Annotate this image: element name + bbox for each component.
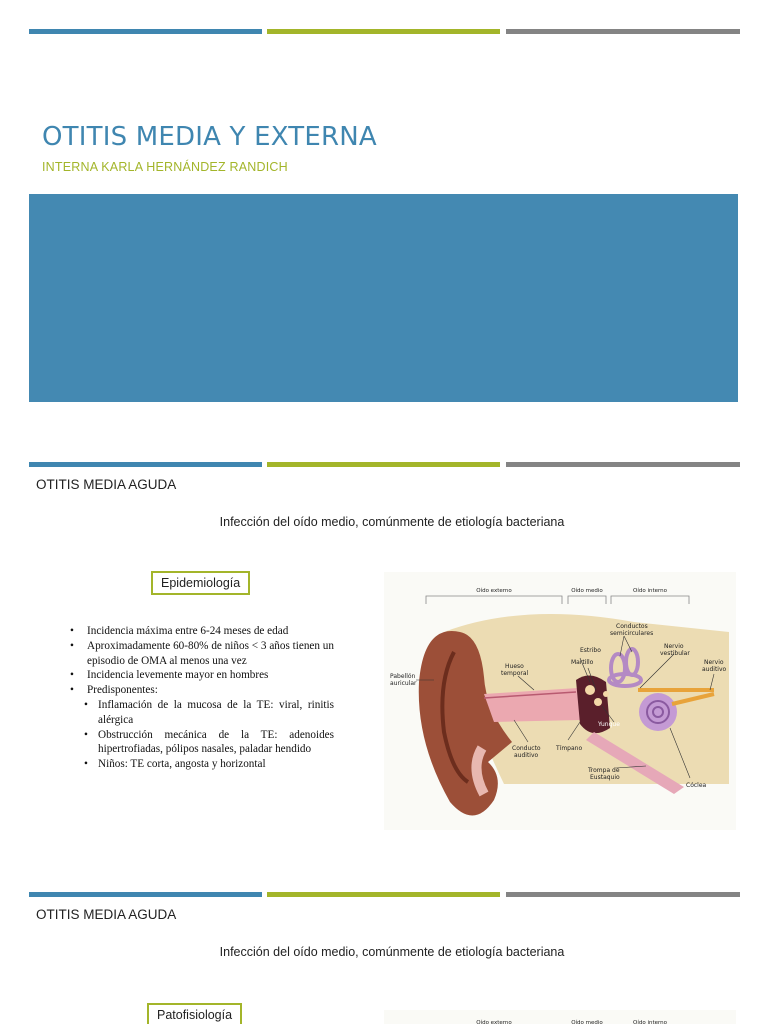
title-color-block [29,194,738,402]
list-item: • Incidencia levemente mayor en hombres [68,668,334,683]
label-pabellon-2: auricular [390,680,417,687]
accent-bar-gray [506,29,740,34]
cochlea-shape [639,693,677,731]
section-box-title: Epidemiología [151,571,250,595]
label-nervio-auditivo: Nervio [704,659,724,666]
ear-anatomy-figure [384,572,736,830]
label-coclea: Cóclea [686,782,707,789]
bracket-oido-medio [568,596,606,604]
label-yunque: Yunque [598,721,620,728]
ear-anatomy-figure [384,1010,736,1024]
sub-list-item: • Niños: TE corta, angosta y horizontal [82,757,334,772]
accent-bar-blue [29,462,262,467]
slide-heading: OTITIS MEDIA AGUDA [36,907,177,922]
accent-bars [29,29,740,34]
label-nervio-vestibular: Nervio [664,643,684,650]
slide-heading: OTITIS MEDIA AGUDA [36,477,177,492]
label-conductos-2: semicirculares [610,630,654,637]
label-trompa: Trompa de [588,767,620,774]
label-conducto-2: auditivo [514,752,539,759]
label-conductos: Conductos [616,623,648,630]
ossicle-martillo [585,685,595,695]
bracket-oido-interno [611,596,689,604]
bracket-oido-externo [426,596,562,604]
slide-definition: Infección del oído medio, comúnmente de etiología bacteriana [219,945,565,959]
ear-anatomy-illustration [384,1010,736,1024]
region-label-medio: Oído medio [571,588,603,594]
accent-bar-gray [506,892,740,897]
title-slide [0,0,768,440]
accent-bar-green [267,29,500,34]
label-pabellon: Pabellón [390,673,416,680]
label-nervio-vestibular-2: vestibular [660,650,690,657]
ossicle-estribo [603,691,609,697]
accent-bar-green [267,892,500,897]
accent-bar-green [267,462,500,467]
label-hueso-2: temporal [501,670,529,677]
list-item: • Aproximadamente 60-80% de niños < 3 años tienen un episodio de OMA al menos una vez [68,639,334,669]
region-label-externo: Oído externo [476,1020,512,1024]
accent-bar-gray [506,462,740,467]
list-item: • Incidencia máxima entre 6-24 meses de edad [68,624,334,639]
slide-definition: Infección del oído medio, comúnmente de etiología bacteriana [219,515,565,529]
label-trompa-2: Eustaquio [590,774,620,781]
region-label-interno: Oído interno [632,1020,668,1024]
slide-epidemiologia [0,440,768,870]
section-box-title: Patofisiología [147,1003,242,1024]
label-estribo: Estribo [580,647,601,654]
accent-bar-blue [29,892,262,897]
region-label-externo: Oído externo [476,588,512,594]
accent-bars [29,462,740,467]
ear-anatomy-illustration [384,572,736,830]
label-hueso: Hueso [505,663,524,670]
sub-list-item: • Inflamación de la mucosa de la TE: viral, rinitis alérgica [82,698,334,728]
label-nervio-auditivo-2: auditivo [702,666,727,673]
slide-patofisiologia [0,870,768,1024]
accent-bar-blue [29,29,262,34]
presentation-subtitle: INTERNA KARLA HERNÁNDEZ RANDICH [42,160,288,174]
label-martillo: Martillo [571,659,594,666]
label-conducto: Conducto [512,745,541,752]
sub-list-item: • Obstrucción mecánica de la TE: adenoides hipertrofiadas, pólipos nasales, paladar hendido [82,728,334,758]
ossicle-yunque [594,698,602,706]
region-label-interno: Oído interno [632,588,668,594]
presentation-title: OTITIS MEDIA Y EXTERNA [42,122,377,152]
list-item: • Predisponentes: [68,683,334,698]
region-label-medio: Oído medio [571,1020,603,1024]
accent-bars [29,892,740,897]
bullet-list [68,624,334,772]
label-timpano: Tímpano [556,745,583,752]
